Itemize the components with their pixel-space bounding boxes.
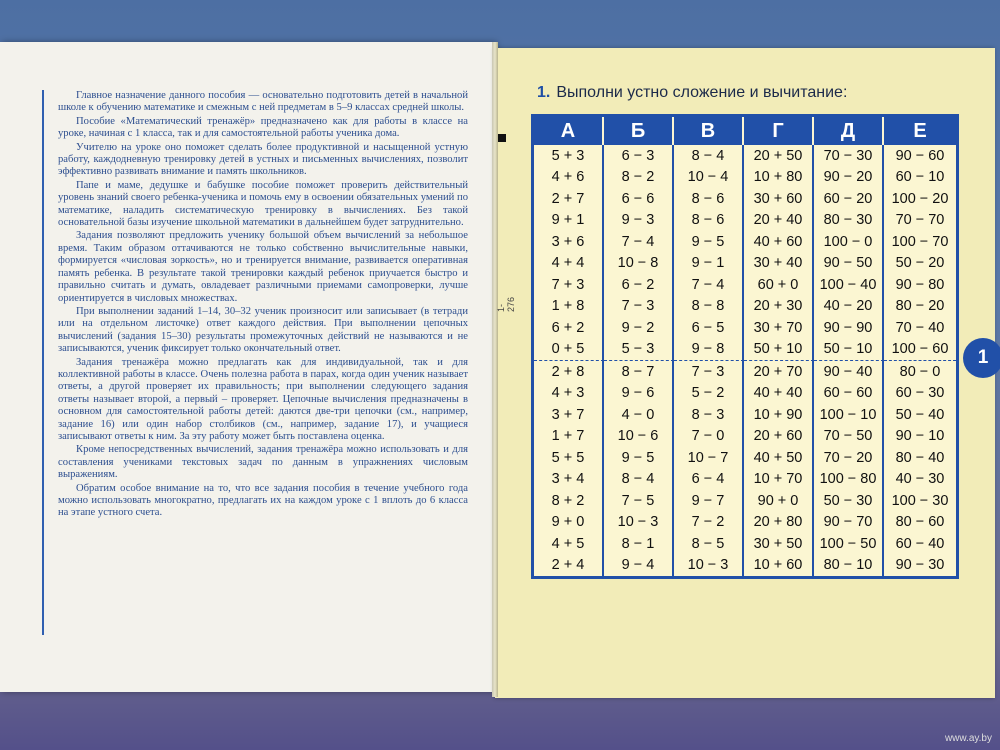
column-header: Д [814, 117, 884, 145]
column-header: Г [744, 117, 814, 145]
expression-cell: 9 − 1 [674, 253, 744, 275]
expression-cell: 7 − 5 [604, 490, 674, 512]
table-row [534, 426, 956, 448]
expression-cell: 50 − 20 [895, 255, 945, 272]
table-row [534, 231, 956, 253]
expression-cell: 9 − 5 [604, 447, 674, 469]
expression-cell: 4 − 0 [604, 404, 674, 426]
expression-cell: 100 − 60 [891, 341, 949, 358]
expression-cell: 10 − 3 [674, 555, 744, 577]
expression-cell: 10 − 8 [604, 253, 674, 275]
expression-cell: 8 − 5 [674, 533, 744, 555]
expression-cell: 100 − 70 [891, 233, 949, 250]
expression-cell: 3 + 4 [534, 469, 604, 491]
expression-cell: 9 − 5 [674, 231, 744, 253]
expression-cell: 6 − 2 [604, 274, 674, 296]
page-number-tab: 1 [963, 338, 1000, 378]
table-row [534, 404, 956, 426]
expression-cell: 90 + 0 [744, 490, 814, 512]
column-header: Б [604, 117, 674, 145]
expression-cell: 0 + 5 [534, 339, 604, 361]
expression-cell: 60 − 10 [895, 169, 945, 186]
intro-paragraph: Пособие «Математический тренажёр» предназначено как для работы в классе на уроке, начиная с 1 класса, так и для самостоятельной работы ученика дома. [58, 115, 468, 140]
table-row [534, 469, 956, 491]
table-row [534, 145, 956, 167]
watermark: www.ay.by [944, 733, 992, 744]
expression-cell: 3 + 7 [534, 404, 604, 426]
table-row [534, 317, 956, 339]
expression-cell: 7 − 3 [674, 360, 744, 383]
expression-cell: 100 − 20 [891, 190, 949, 207]
expression-cell: 10 + 80 [744, 167, 814, 189]
expression-cell: 8 − 6 [674, 188, 744, 210]
expression-cell: 100 − 30 [891, 492, 949, 509]
left-margin-rule [42, 90, 44, 635]
intro-paragraph: Кроме непосредственных вычислений, задания тренажёра можно использовать и для составления учениками текстовых задач по данным в упражнениях числовым выражениям. [58, 444, 468, 481]
table-row [534, 533, 956, 555]
expression-cell: 7 − 2 [674, 512, 744, 534]
expression-cell: 70 − 30 [814, 145, 884, 167]
expression-cell: 90 − 20 [814, 167, 884, 189]
intro-paragraph: При выполнении заданий 1–14, 30–32 ученик произносит или записывает (в тетради или на отдельном листочке) ответ каждого действия. При выполнении цепочных вычислений (задания 15–30) результаты промежуточных действий не называются и не записываются, ученик фиксирует только окончательный ответ. [58, 305, 468, 355]
expression-cell: 70 − 20 [814, 447, 884, 469]
right-page [495, 48, 995, 698]
intro-paragraph: Главное назначение данного пособия — основательно подготовить детей в начальной школе к обучению математике и смежным с ней предметам в 5–9 классах средней школы. [58, 90, 468, 114]
expression-cell: 30 + 70 [744, 317, 814, 339]
expression-cell: 9 + 0 [534, 512, 604, 534]
column-header: Е [884, 117, 956, 145]
expression-cell: 90 − 50 [814, 253, 884, 275]
table-row [534, 210, 956, 232]
expression-cell: 20 + 50 [744, 145, 814, 167]
expression-cell: 90 − 60 [895, 147, 945, 164]
expression-cell: 6 − 3 [604, 145, 674, 167]
expression-cell: 60 − 20 [814, 188, 884, 210]
expression-cell: 100 − 40 [814, 274, 884, 296]
expression-cell: 3 + 6 [534, 231, 604, 253]
expression-cell: 50 − 30 [814, 490, 884, 512]
expression-cell: 70 − 40 [895, 319, 945, 336]
expression-cell: 9 − 3 [604, 210, 674, 232]
expression-cell: 100 − 0 [814, 231, 884, 253]
expression-cell: 4 + 3 [534, 383, 604, 405]
expression-cell: 5 + 5 [534, 447, 604, 469]
expression-cell: 8 − 8 [674, 296, 744, 318]
expression-cell: 10 + 70 [744, 469, 814, 491]
expression-cell: 100 − 80 [814, 469, 884, 491]
expression-cell: 70 − 50 [814, 426, 884, 448]
expression-cell: 4 + 4 [534, 253, 604, 275]
expression-cell: 8 − 4 [674, 145, 744, 167]
expression-cell: 1 + 7 [534, 426, 604, 448]
table-row [534, 512, 956, 534]
expression-cell: 80 − 10 [814, 555, 884, 577]
expression-cell: 7 − 4 [604, 231, 674, 253]
table-row [534, 253, 956, 275]
expression-cell: 8 − 1 [604, 533, 674, 555]
expression-cell: 50 − 10 [814, 339, 884, 361]
expression-cell: 5 − 3 [604, 339, 674, 361]
expression-cell: 5 + 3 [534, 145, 604, 167]
expression-cell: 100 − 10 [814, 404, 884, 426]
task-title: Выполни устно сложение и вычитание: [556, 84, 848, 101]
expression-cell: 5 − 2 [674, 383, 744, 405]
expression-cell: 9 − 7 [674, 490, 744, 512]
expression-cell: 1 + 8 [534, 296, 604, 318]
expression-cell: 7 − 4 [674, 274, 744, 296]
expression-cell: 90 − 10 [895, 428, 945, 445]
expression-cell: 10 + 60 [744, 555, 814, 577]
expression-cell: 60 − 60 [814, 383, 884, 405]
expression-cell: 6 + 2 [534, 317, 604, 339]
table-row [534, 296, 956, 318]
expression-cell: 40 + 60 [744, 231, 814, 253]
expression-cell: 2 + 7 [534, 188, 604, 210]
expression-cell: 8 + 2 [534, 490, 604, 512]
expression-cell: 9 − 6 [604, 383, 674, 405]
expression-cell: 10 − 4 [674, 167, 744, 189]
table-row [534, 339, 956, 361]
expression-cell: 60 + 0 [744, 274, 814, 296]
expression-cell: 70 − 70 [895, 212, 945, 229]
table-row [534, 167, 956, 189]
expression-cell: 40 − 20 [814, 296, 884, 318]
table-row [534, 490, 956, 512]
expression-cell: 10 − 7 [674, 447, 744, 469]
expression-cell: 10 − 6 [604, 426, 674, 448]
expression-cell: 20 + 60 [744, 426, 814, 448]
expression-cell: 50 − 40 [895, 406, 945, 423]
expression-cell: 8 − 6 [674, 210, 744, 232]
expression-cell: 90 − 30 [895, 557, 945, 574]
expression-cell: 60 − 30 [895, 385, 945, 402]
table-row [534, 360, 956, 383]
expression-cell: 9 + 1 [534, 210, 604, 232]
expression-cell: 9 − 2 [604, 317, 674, 339]
expression-cell: 9 − 4 [604, 555, 674, 577]
intro-paragraph: Папе и маме, дедушке и бабушке пособие поможет проверить действительный уровень знаний своего ребенка-ученика и помочь ему в освоении обязательных умений по математике, наладить систематическую тренировку в вычислениях. Без такой основательной базы изучение школьной математики в дальнейшем будет затруднительно. [58, 179, 468, 229]
spine-code: 1-276 [496, 296, 516, 312]
expression-cell: 2 + 8 [534, 360, 604, 383]
expression-cell: 8 − 7 [604, 360, 674, 383]
table-row [534, 555, 956, 577]
expression-cell: 90 − 40 [814, 360, 884, 383]
expression-cell: 4 + 5 [534, 533, 604, 555]
expression-cell: 8 − 3 [674, 404, 744, 426]
expression-cell: 20 + 80 [744, 512, 814, 534]
expression-cell: 80 − 20 [895, 298, 945, 315]
task-heading [537, 84, 847, 102]
expression-cell: 7 − 3 [604, 296, 674, 318]
expression-cell: 30 + 50 [744, 533, 814, 555]
expression-cell: 80 − 60 [895, 514, 945, 531]
expression-cell: 20 + 30 [744, 296, 814, 318]
expression-cell: 100 − 50 [814, 533, 884, 555]
spine-marker [498, 134, 506, 142]
expression-cell: 6 − 5 [674, 317, 744, 339]
expression-cell: 40 − 30 [895, 471, 945, 488]
table-row [534, 447, 956, 469]
expression-cell: 7 − 0 [674, 426, 744, 448]
expression-cell: 80 − 30 [814, 210, 884, 232]
expression-cell: 30 + 60 [744, 188, 814, 210]
expression-cell: 90 − 90 [814, 317, 884, 339]
expression-cell: 90 − 70 [814, 512, 884, 534]
expression-cell: 6 − 6 [604, 188, 674, 210]
intro-paragraph: Обратим особое внимание на то, что все задания пособия в течение учебного года можно использовать многократно, предлагать их на каждом уроке с 1 вплоть до 6 класса на этапе устного счета. [58, 482, 468, 519]
table-row [534, 383, 956, 405]
intro-paragraph: Задания позволяют предложить ученику большой объем вычислений за небольшое время. Таким образом оттачиваются не только собственно вычислительные навыки, формируется «числовая зоркость», но и тренируется внимание, развивается оперативная память ребенка. В результате такой тренировки каждый ребенок приучается быстро и правильно считать и думать, овладевает различными приемами самопроверки, лучше ориентируется в числовых множествах. [58, 230, 468, 304]
table-row [534, 188, 956, 210]
expression-cell: 4 + 6 [534, 167, 604, 189]
expression-cell: 30 + 40 [744, 253, 814, 275]
expression-cell: 20 + 40 [744, 210, 814, 232]
column-header: А [534, 117, 604, 145]
intro-paragraph: Задания тренажёра можно предлагать как для индивидуальной, так и для коллективной работы в классе. Очень полезна работа в парах, когда один ученик называет ответы, а другой проверяет их правильность; при выполнении следующего задания ответы называет второй, а первый – проверяет. Цепочные вычисления предназначены в основном для самостоятельной работы детей: даются две-три цепочки (см., например, задание 16) или один набор столбиков (см., например, задание 17), и учащиеся записывают ответы к ним. За эту работу может быть поставлена оценка. [58, 356, 468, 442]
expression-cell: 7 + 3 [534, 274, 604, 296]
expression-cell: 60 − 40 [895, 535, 945, 552]
expression-cell: 80 − 0 [884, 360, 956, 383]
expression-cell: 8 − 4 [604, 469, 674, 491]
exercise-table [531, 114, 959, 579]
expression-cell: 90 − 80 [895, 276, 945, 293]
expression-cell: 10 + 90 [744, 404, 814, 426]
column-header: В [674, 117, 744, 145]
table-row [534, 274, 956, 296]
task-number: 1. [537, 84, 551, 101]
expression-cell: 9 − 8 [674, 339, 744, 361]
expression-cell: 40 + 40 [744, 383, 814, 405]
expression-cell: 10 − 3 [604, 512, 674, 534]
intro-text [58, 90, 468, 521]
book-spine [492, 42, 516, 697]
expression-cell: 40 + 50 [744, 447, 814, 469]
expression-cell: 2 + 4 [534, 555, 604, 577]
expression-cell: 6 − 4 [674, 469, 744, 491]
expression-cell: 50 + 10 [744, 339, 814, 361]
expression-cell: 20 + 70 [744, 360, 814, 383]
left-page [0, 42, 495, 692]
intro-paragraph: Учителю на уроке оно поможет сделать более продуктивной и насыщенной устную работу, каждодневную тренировку детей в устных и письменных вычислениях, позволит эффективно развивать внимание и память школьников. [58, 141, 468, 178]
expression-cell: 80 − 40 [895, 449, 945, 466]
expression-cell: 8 − 2 [604, 167, 674, 189]
table-header-row [534, 117, 956, 145]
